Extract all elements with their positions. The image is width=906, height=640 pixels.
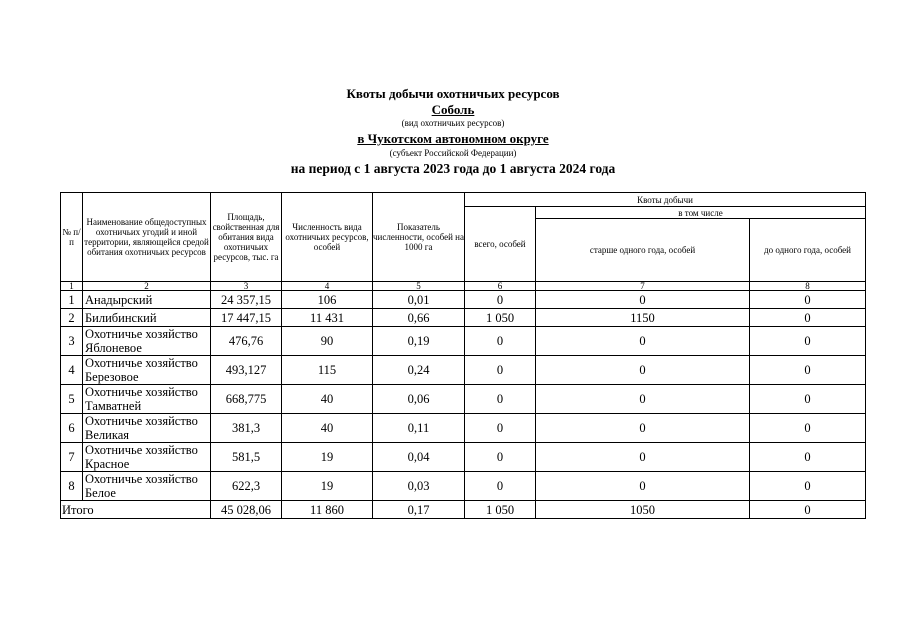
row-density: 0,19 (373, 327, 465, 356)
row-total: 0 (465, 472, 536, 501)
row-number: 2 (61, 309, 83, 327)
col-number: 8 (750, 282, 866, 291)
col-number: 5 (373, 282, 465, 291)
row-count: 40 (282, 385, 373, 414)
row-name-line1: Охотничье хозяйство (85, 356, 198, 370)
row-name (83, 472, 211, 501)
totals-label: Итого (61, 501, 211, 519)
row-count: 11 431 (282, 309, 373, 327)
header-count: Численность вида охотничьих ресурсов, особей (282, 193, 373, 282)
header-quota: Квоты добычи (465, 193, 866, 207)
col-number: 7 (536, 282, 750, 291)
table-row (61, 414, 866, 443)
totals-young: 0 (750, 501, 866, 519)
row-young: 0 (750, 443, 866, 472)
document-title: Квоты добычи охотничьих ресурсов (346, 86, 560, 101)
col-number: 6 (465, 282, 536, 291)
row-name-line1: Билибинский (85, 310, 157, 325)
row-adult: 1150 (536, 309, 750, 327)
row-total: 0 (465, 414, 536, 443)
row-area: 622,3 (211, 472, 282, 501)
col-number: 4 (282, 282, 373, 291)
row-number: 8 (61, 472, 83, 501)
region-note: (субъект Российской Федерации) (389, 148, 517, 158)
header-name: Наименование общедоступных охотничьих угодий и иной территории, являющейся средой обитания охотничьих ресурсов (83, 193, 211, 282)
row-number: 1 (61, 291, 83, 309)
quota-table (60, 192, 866, 519)
row-name (83, 327, 211, 356)
col-number: 1 (61, 282, 83, 291)
row-area: 17 447,15 (211, 309, 282, 327)
row-name (83, 414, 211, 443)
row-adult: 0 (536, 291, 750, 309)
row-area: 381,3 (211, 414, 282, 443)
row-density: 0,01 (373, 291, 465, 309)
row-number: 6 (61, 414, 83, 443)
totals-area: 45 028,06 (211, 501, 282, 519)
totals-row (61, 501, 866, 519)
row-name-line1: Охотничье хозяйство (85, 385, 198, 399)
period-text: на период с 1 августа 2023 года до 1 августа 2024 года (290, 161, 616, 176)
table-row (61, 385, 866, 414)
col-number: 2 (83, 282, 211, 291)
row-adult: 0 (536, 443, 750, 472)
row-name (83, 443, 211, 472)
row-name-line2: Тамватней (85, 399, 142, 413)
row-name (83, 309, 211, 327)
row-name-line2: Белое (85, 486, 116, 500)
row-number: 7 (61, 443, 83, 472)
row-count: 19 (282, 443, 373, 472)
table-row (61, 327, 866, 356)
row-adult: 0 (536, 356, 750, 385)
header-young: до одного года, особей (750, 219, 866, 282)
row-density: 0,04 (373, 443, 465, 472)
row-adult: 0 (536, 327, 750, 356)
header-total: всего, особей (465, 207, 536, 282)
row-name-line1: Охотничье хозяйство (85, 327, 198, 341)
row-area: 476,76 (211, 327, 282, 356)
row-density: 0,06 (373, 385, 465, 414)
row-young: 0 (750, 385, 866, 414)
row-name (83, 385, 211, 414)
table-row (61, 443, 866, 472)
row-young: 0 (750, 356, 866, 385)
row-adult: 0 (536, 414, 750, 443)
row-name-line2: Великая (85, 428, 129, 442)
totals-count: 11 860 (282, 501, 373, 519)
row-number: 4 (61, 356, 83, 385)
table-row (61, 356, 866, 385)
row-area: 493,127 (211, 356, 282, 385)
species-note: (вид охотничьих ресурсов) (401, 118, 505, 128)
table-row (61, 309, 866, 327)
row-name-line1: Охотничье хозяйство (85, 414, 198, 428)
row-total: 0 (465, 385, 536, 414)
row-young: 0 (750, 309, 866, 327)
row-count: 115 (282, 356, 373, 385)
row-name-line1: Охотничье хозяйство (85, 443, 198, 457)
totals-adult: 1050 (536, 501, 750, 519)
row-area: 668,775 (211, 385, 282, 414)
row-count: 40 (282, 414, 373, 443)
row-number: 3 (61, 327, 83, 356)
row-young: 0 (750, 291, 866, 309)
header-num: № п/п (61, 193, 83, 282)
row-area: 581,5 (211, 443, 282, 472)
region-name: в Чукотском автономном округе (357, 131, 549, 146)
row-young: 0 (750, 472, 866, 501)
row-young: 0 (750, 414, 866, 443)
row-name-line1: Охотничье хозяйство (85, 472, 198, 486)
header-adult: старше одного года, особей (536, 219, 750, 282)
row-young: 0 (750, 327, 866, 356)
row-total: 0 (465, 443, 536, 472)
row-density: 0,66 (373, 309, 465, 327)
row-total: 1 050 (465, 309, 536, 327)
row-number: 5 (61, 385, 83, 414)
table-row (61, 472, 866, 501)
totals-density: 0,17 (373, 501, 465, 519)
row-name-line2: Красное (85, 457, 130, 471)
row-area: 24 357,15 (211, 291, 282, 309)
row-total: 0 (465, 356, 536, 385)
row-total: 0 (465, 327, 536, 356)
row-name-line1: Анадырский (85, 292, 153, 307)
row-adult: 0 (536, 472, 750, 501)
row-count: 90 (282, 327, 373, 356)
col-number: 3 (211, 282, 282, 291)
row-density: 0,03 (373, 472, 465, 501)
row-density: 0,24 (373, 356, 465, 385)
row-name (83, 291, 211, 309)
header-density: Показатель численности, особей на 1000 га (373, 193, 465, 282)
header-area: Площадь, свойственная для обитания вида охотничьих ресурсов, тыс. га (211, 193, 282, 282)
species-name: Соболь (431, 102, 475, 117)
header-incl: в том числе (536, 207, 866, 219)
row-count: 106 (282, 291, 373, 309)
row-name-line2: Яблоневое (85, 341, 142, 355)
table-row (61, 291, 866, 309)
row-density: 0,11 (373, 414, 465, 443)
totals-total: 1 050 (465, 501, 536, 519)
row-count: 19 (282, 472, 373, 501)
row-name (83, 356, 211, 385)
row-name-line2: Березовое (85, 370, 139, 384)
row-adult: 0 (536, 385, 750, 414)
row-total: 0 (465, 291, 536, 309)
